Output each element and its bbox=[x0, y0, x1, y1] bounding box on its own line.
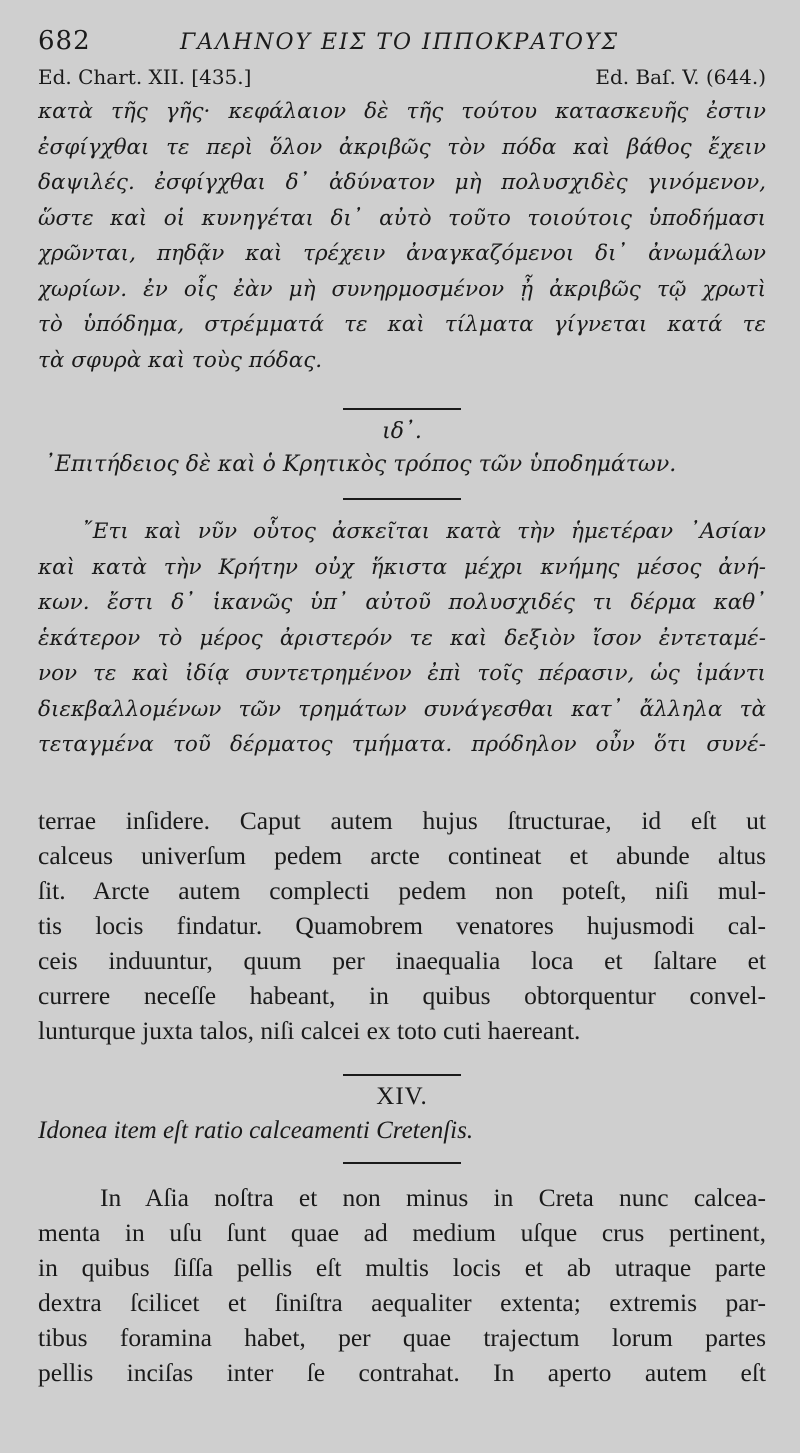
text-line: ἐσφίγχθαι τε περὶ ὅλον ἀκριβῶς τὸν πόδα καὶ βάθος ἔχειν bbox=[38, 134, 766, 160]
text-line: τὸ ὑπόδημα, στρέμματά τε καὶ τίλματα γίγνεται κατά τε bbox=[38, 312, 766, 337]
latin-section-number: XIV. bbox=[376, 1082, 428, 1110]
text-line: currere neceſſe habeant, in quibus obtorquentur convel- bbox=[38, 980, 766, 1010]
text-line: In Aſia noſtra et non minus in Creta nunc calcea- bbox=[100, 1182, 766, 1212]
text-line: terrae inſidere. Caput autem hujus ſtructurae, id eſt ut bbox=[38, 805, 766, 835]
section-rule bbox=[343, 498, 461, 500]
text-line: τεταγμένα τοῦ δέρματος τμήματα. πρόδηλον οὖν ὅτι συνέ- bbox=[38, 732, 766, 757]
text-line: χωρίων. ἐν οἷς ἐὰν μὴ συνηρμοσμένον ᾖ ἀκριβῶς τῷ χρωτὶ bbox=[38, 276, 766, 302]
text-line: ceis induuntur, quum per inaequalia loca et ſaltare et bbox=[38, 945, 766, 975]
latin-section-heading: Idonea item eſt ratio calceamenti Cretenſis. bbox=[38, 1116, 474, 1144]
text-line: tibus foramina habet, per quae trajectum lorum partes bbox=[38, 1322, 766, 1352]
text-line: ἑκάτερον τὸ μέρος ἀριστερόν τε καὶ δεξιὸν ἴσον ἐντεταμέ- bbox=[38, 625, 766, 651]
greek-text-block-2 bbox=[38, 514, 766, 763]
text-line: τὰ σφυρὰ καὶ τοὺς πόδας. bbox=[38, 347, 323, 373]
text-line: χρῶνται, πηδᾷν καὶ τρέχειν ἀναγκαζόμενοι δι᾽ ἀνωμάλων bbox=[38, 241, 766, 266]
text-line: calceus univerſum pedem arcte contineat et abunde altus bbox=[38, 840, 766, 870]
text-line: δαψιλές. ἐσφίγχθαι δ᾽ ἀδύνατον μὴ πολυσχιδὲς γινόμενον, bbox=[38, 170, 766, 195]
text-line: dextra ſcilicet et ſiniſtra aequaliter extenta; extremis par- bbox=[38, 1287, 766, 1317]
text-line: menta in uſu ſunt quae ad medium uſque crus pertinent, bbox=[38, 1217, 766, 1247]
text-line: ῎Ετι καὶ νῦν οὗτος ἀσκεῖται κατὰ τὴν ἡμετέραν ᾿Ασίαν bbox=[82, 519, 766, 544]
text-line: κων. ἔστι δ᾽ ἱκανῶς ὑπ᾽ αὐτοῦ πολυσχιδές τι δέρμα καθ᾽ bbox=[38, 590, 766, 615]
text-line: διεκβαλλομένων τῶν τρημάτων συνάγεσθαι κατ᾽ ἄλληλα τὰ bbox=[38, 696, 766, 722]
section-rule bbox=[343, 1162, 461, 1164]
text-line: ὥστε καὶ οἱ κυνηγέται δι᾽ αὐτὸ τοῦτο τοιούτοις ὑποδήμασι bbox=[38, 205, 766, 231]
latin-text-block-1 bbox=[38, 803, 766, 1048]
edition-references bbox=[38, 62, 766, 92]
edition-chartier: Ed. Chart. XII. [435.] bbox=[38, 65, 252, 89]
running-head bbox=[38, 26, 766, 60]
text-line: in quibus ſiſſa pellis eſt multis locis et ab utraque parte bbox=[38, 1252, 766, 1282]
text-line: κατὰ τῆς γῆς· κεφάλαιον δὲ τῆς τούτου κατασκευῆς ἐστιν bbox=[38, 99, 766, 124]
text-line: lunturque juxta talos, niſi calcei ex toto cuti haereant. bbox=[38, 1015, 581, 1045]
greek-section-number: ιδ᾽. bbox=[382, 419, 422, 444]
text-line: ſit. Arcte autem complecti pedem non poteſt, niſi mul- bbox=[38, 875, 766, 905]
text-line: pellis inciſas inter ſe contrahat. In aperto autem eſt bbox=[38, 1357, 766, 1387]
greek-section-heading: ᾿Επιτήδειος δὲ καὶ ὁ Κρητικὸς τρόπος τῶν ὑποδημάτων. bbox=[44, 452, 677, 477]
page-number: 682 bbox=[38, 26, 91, 56]
edition-basel: Ed. Baſ. V. (644.) bbox=[595, 65, 766, 89]
running-title: ΓΑΛΗΝΟΥ ΕΙΣ ΤΟ ΙΠΠΟΚΡΑΤΟΥΣ bbox=[180, 30, 620, 55]
section-rule bbox=[343, 408, 461, 410]
text-line: νον τε καὶ ἰδίᾳ συντετρημένον ἐπὶ τοῖς πέρασιν, ὡς ἱμάντι bbox=[38, 661, 766, 686]
greek-text-block-1 bbox=[38, 94, 766, 378]
text-line: καὶ κατὰ τὴν Κρήτην οὐχ ἥκιστα μέχρι κνήμης μέσος ἀνή- bbox=[38, 554, 766, 580]
section-rule bbox=[343, 1074, 461, 1076]
text-line: tis locis findatur. Quamobrem venatores hujusmodi cal- bbox=[38, 910, 766, 940]
latin-text-block-2 bbox=[38, 1180, 766, 1390]
